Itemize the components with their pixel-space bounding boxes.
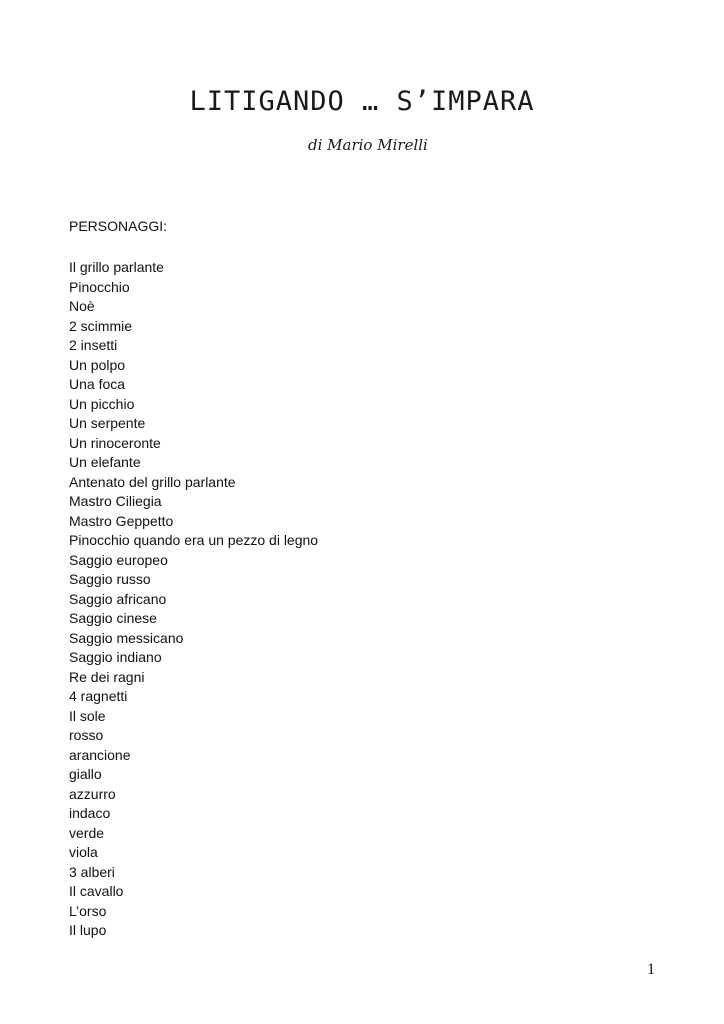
- character-item: viola: [69, 844, 98, 860]
- character-item: Saggio europeo: [69, 551, 168, 568]
- characters-heading: PERSONAGGI:: [69, 218, 168, 234]
- character-item: Un picchio: [69, 395, 135, 412]
- character-item: Il lupo: [69, 922, 107, 938]
- character-item: 2 insetti: [69, 337, 118, 353]
- character-item: Noè: [69, 298, 95, 314]
- character-item: arancione: [69, 746, 131, 763]
- character-item: verde: [69, 824, 105, 841]
- character-item: Un polpo: [69, 356, 126, 373]
- character-item: Re dei ragni: [69, 668, 145, 685]
- character-item: Il cavallo: [69, 883, 124, 899]
- character-item: Una foca: [69, 376, 126, 392]
- character-item: indaco: [69, 805, 111, 821]
- character-item: 2 scimmie: [69, 317, 133, 334]
- character-item: Un rinoceronte: [69, 434, 161, 451]
- character-item: Saggio cinese: [69, 610, 157, 626]
- character-item: Saggio messicano: [69, 629, 184, 646]
- characters-list: [69, 258, 318, 941]
- character-item: Mastro Ciliegia: [69, 493, 162, 509]
- character-item: Un elefante: [69, 454, 141, 470]
- document-title: LITIGANDO … S’IMPARA: [189, 86, 535, 117]
- character-item: Pinocchio: [69, 278, 130, 295]
- character-item: Il sole: [69, 707, 106, 724]
- character-item: giallo: [69, 766, 102, 782]
- character-item: Un serpente: [69, 415, 146, 431]
- page-number: 1: [647, 961, 655, 978]
- character-item: L’orso: [69, 902, 107, 919]
- character-item: azzurro: [69, 785, 116, 802]
- character-item: rosso: [69, 727, 104, 743]
- character-item: 4 ragnetti: [69, 688, 128, 704]
- character-item: Il grillo parlante: [69, 259, 164, 275]
- character-item: 3 alberi: [69, 863, 115, 880]
- document-author: di Mario Mirelli: [308, 136, 428, 154]
- character-item: Saggio africano: [69, 590, 167, 607]
- character-item: Mastro Geppetto: [69, 512, 174, 529]
- character-item: Saggio russo: [69, 571, 151, 587]
- character-item: Saggio indiano: [69, 649, 162, 665]
- character-item: Antenato del grillo parlante: [69, 473, 236, 490]
- character-item: Pinocchio quando era un pezzo di legno: [69, 532, 319, 548]
